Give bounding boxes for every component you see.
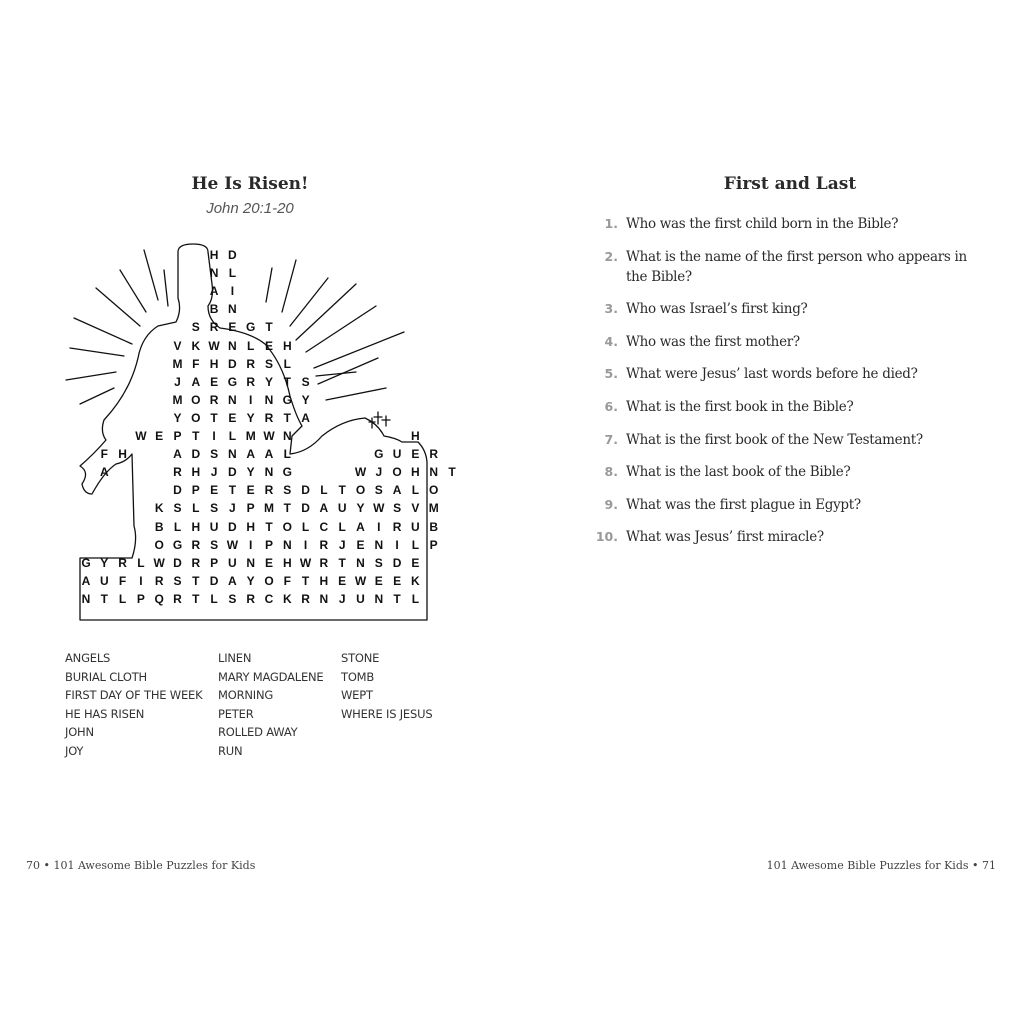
grid-letter: S xyxy=(228,591,237,606)
grid-letter: Y xyxy=(246,573,255,588)
grid-letter: W xyxy=(208,338,220,353)
question-text: What is the first book of the New Testament? xyxy=(626,431,923,448)
grid-letter: P xyxy=(136,591,145,606)
grid-letter: R xyxy=(173,465,182,480)
grid-letter: T xyxy=(283,410,291,425)
grid-letter: R xyxy=(191,537,201,552)
grid-letter: U xyxy=(99,573,109,588)
grid-letter: L xyxy=(118,591,127,606)
grid-letter: A xyxy=(173,447,182,462)
question-text: Who was the first child born in the Bible? xyxy=(626,216,899,232)
grid-letter: J xyxy=(375,465,383,480)
question-text: What is the last book of the Bible? xyxy=(626,464,851,481)
grid-letter: A xyxy=(81,573,91,588)
grid-letter: L xyxy=(338,519,346,534)
grid-letter: E xyxy=(155,429,164,443)
word-bank-item: STONE xyxy=(341,651,380,665)
question-item xyxy=(588,430,968,450)
grid-letter: H xyxy=(282,338,292,353)
question-number: 1. xyxy=(604,216,618,231)
left-page-title: He Is Risen! xyxy=(191,174,309,194)
question-number: 5. xyxy=(604,366,618,382)
grid-letter: D xyxy=(392,555,402,570)
grid-letter: R xyxy=(319,555,329,570)
grid-letter: D xyxy=(228,465,237,480)
grid-letter: O xyxy=(191,392,201,407)
grid-letter: R xyxy=(392,519,402,534)
grid-letter: L xyxy=(301,519,310,534)
grid-letter: A xyxy=(356,519,365,534)
grid-letter: E xyxy=(338,573,347,588)
grid-letter: H xyxy=(282,555,292,570)
grid-letter: W xyxy=(373,501,385,516)
grid-letter: W xyxy=(153,555,165,570)
question-text: What is the name of the first person who appears in the Bible? xyxy=(626,248,967,285)
grid-letter: T xyxy=(393,591,401,606)
grid-letter: D xyxy=(301,501,310,516)
grid-letter: Y xyxy=(264,374,273,389)
grid-letter: P xyxy=(191,483,200,498)
grid-letter: R xyxy=(209,392,219,407)
grid-letter: O xyxy=(392,465,402,480)
word-bank-item: JOHN xyxy=(65,725,94,740)
grid-letter: R xyxy=(191,555,201,570)
grid-letter: T xyxy=(301,573,310,588)
grid-letter: R xyxy=(118,555,127,570)
question-text: What was the first plague in Egypt? xyxy=(626,496,861,513)
question-item xyxy=(588,462,968,482)
grid-letter: G xyxy=(227,374,238,389)
grid-letter: T xyxy=(338,555,346,570)
word-bank-item: JOY xyxy=(65,744,84,758)
grid-letter: U xyxy=(228,555,237,570)
grid-letter: H xyxy=(209,356,219,371)
word-bank-item: MORNING xyxy=(218,688,274,703)
grid-letter: N xyxy=(228,302,237,317)
grid-letter: E xyxy=(246,483,255,498)
question-number: 7. xyxy=(604,431,618,447)
grid-letter: S xyxy=(210,537,219,552)
grid-letter: D xyxy=(228,248,237,262)
grid-letter: R xyxy=(246,374,256,389)
grid-letter: I xyxy=(249,392,253,407)
question-text: What was Jesus’ first miracle? xyxy=(626,529,824,546)
grid-letter: S xyxy=(283,483,292,498)
grid-letter: J xyxy=(174,374,181,389)
grid-letter: L xyxy=(411,537,420,552)
grid-letter: A xyxy=(319,501,329,516)
question-number: 6. xyxy=(604,398,618,414)
grid-letter: W xyxy=(263,429,275,443)
grid-letter: S xyxy=(173,501,182,516)
grid-letter: W xyxy=(354,465,367,480)
grid-letter: Q xyxy=(154,591,164,606)
grid-letter: H xyxy=(246,519,256,534)
grid-letter: E xyxy=(374,573,383,588)
right-page-title: First and Last xyxy=(723,174,857,194)
grid-letter: M xyxy=(172,392,183,407)
grid-letter: P xyxy=(173,429,182,443)
grid-letter: L xyxy=(228,266,237,281)
grid-letter: W xyxy=(135,429,147,443)
word-bank-item: RUN xyxy=(218,744,243,758)
grid-letter: Y xyxy=(100,555,109,570)
grid-letter: N xyxy=(209,266,219,281)
grid-letter: N xyxy=(264,465,274,480)
grid-letter: E xyxy=(210,483,219,498)
grid-letter: O xyxy=(191,410,201,425)
grid-letter: E xyxy=(210,374,219,389)
grid-letter: T xyxy=(283,374,291,389)
grid-letter: G xyxy=(172,537,183,552)
grid-letter: W xyxy=(226,537,239,552)
grid-letter: F xyxy=(100,447,108,462)
grid-letter: I xyxy=(249,537,253,552)
grid-letter: N xyxy=(374,537,384,552)
question-text: What were Jesus’ last words before he died? xyxy=(626,366,918,383)
question-number: 3. xyxy=(604,301,618,317)
grid-letter: M xyxy=(172,356,183,371)
grid-letter: O xyxy=(154,537,164,552)
grid-letter: E xyxy=(228,320,237,335)
grid-letter: E xyxy=(411,447,420,462)
grid-letter: N xyxy=(356,555,365,570)
grid-letter: O xyxy=(429,483,439,498)
scripture-reference: John 20:1-20 xyxy=(206,200,294,217)
grid-letter: I xyxy=(139,573,143,588)
grid-letter: S xyxy=(264,356,273,371)
grid-letter: N xyxy=(429,465,439,480)
grid-letter: L xyxy=(173,519,182,534)
grid-letter: T xyxy=(338,483,346,498)
grid-letter: R xyxy=(154,573,164,588)
grid-letter: Y xyxy=(246,465,255,480)
grid-letter: C xyxy=(264,591,274,606)
question-number: 9. xyxy=(604,496,618,512)
grid-letter: W xyxy=(299,555,312,570)
grid-letter: L xyxy=(411,591,420,606)
grid-letter: L xyxy=(247,338,255,353)
grid-letter: B xyxy=(209,302,219,317)
grid-letter: K xyxy=(191,338,201,353)
word-bank-item: LINEN xyxy=(218,651,252,665)
grid-letter: R xyxy=(301,591,310,606)
grid-letter: V xyxy=(173,338,182,353)
word-bank-item: ANGELS xyxy=(65,651,111,665)
grid-letter: H xyxy=(411,465,420,480)
grid-letter: U xyxy=(411,519,420,534)
question-item xyxy=(588,397,968,417)
grid-letter: E xyxy=(264,338,273,353)
question-item xyxy=(588,247,968,287)
word-bank-item: FIRST DAY OF THE WEEK xyxy=(65,688,203,703)
grid-letter: N xyxy=(374,591,384,606)
grid-letter: U xyxy=(392,447,402,462)
grid-letter: T xyxy=(192,429,200,443)
grid-letter: S xyxy=(374,555,383,570)
grid-letter: Y xyxy=(301,392,310,407)
grid-letter: A xyxy=(301,410,310,425)
grid-letter: L xyxy=(411,483,420,498)
grid-letter: R xyxy=(209,320,219,335)
grid-letter: M xyxy=(428,501,439,516)
grid-letter: G xyxy=(81,555,91,570)
grid-letter: S xyxy=(393,501,402,516)
grid-letter: E xyxy=(228,410,237,425)
question-text: Who was the first mother? xyxy=(626,333,800,350)
grid-letter: K xyxy=(154,501,164,516)
grid-letter: D xyxy=(173,483,182,498)
question-item xyxy=(588,299,968,319)
grid-letter: A xyxy=(209,284,219,299)
grid-letter: O xyxy=(355,483,366,498)
grid-letter: R xyxy=(264,410,274,425)
grid-letter: N xyxy=(319,591,329,606)
grid-letter: R xyxy=(429,447,439,462)
grid-letter: W xyxy=(354,573,367,588)
grid-letter: G xyxy=(374,447,384,462)
word-bank-item: WHERE IS JESUS xyxy=(341,706,433,721)
grid-letter: A xyxy=(392,483,402,498)
grid-letter: D xyxy=(228,356,237,371)
grid-letter: P xyxy=(429,537,438,552)
grid-letter: P xyxy=(264,537,273,552)
grid-letter: T xyxy=(283,501,291,516)
grid-letter: J xyxy=(338,591,346,606)
grid-letter: O xyxy=(264,573,274,588)
grid-letter: L xyxy=(283,447,291,462)
grid-letter: M xyxy=(264,501,274,516)
grid-letter: T xyxy=(192,573,200,588)
grid-letter: Y xyxy=(246,410,255,425)
grid-letter: F xyxy=(192,356,200,371)
grid-letter: S xyxy=(301,374,310,389)
grid-letter: L xyxy=(228,429,237,443)
grid-letter: N xyxy=(81,591,91,606)
grid-letter: T xyxy=(210,410,218,425)
grid-letter: L xyxy=(137,555,145,570)
grid-letter: J xyxy=(229,501,236,516)
grid-letter: T xyxy=(228,483,237,498)
grid-letter: H xyxy=(118,447,127,462)
grid-letter: I xyxy=(377,519,381,534)
grid-letter: I xyxy=(212,429,216,443)
grid-letter: K xyxy=(411,573,420,588)
grid-letter: Y xyxy=(173,410,182,425)
grid-letter: C xyxy=(319,519,329,534)
grid-letter: G xyxy=(246,320,256,335)
word-bank-item: ROLLED AWAY xyxy=(218,725,298,740)
question-number: 4. xyxy=(604,333,618,349)
grid-letter: A xyxy=(264,447,274,462)
grid-letter: E xyxy=(356,537,365,552)
grid-letter: M xyxy=(245,429,256,443)
grid-letter: E xyxy=(411,555,420,570)
grid-letter: T xyxy=(192,591,200,606)
grid-letter: L xyxy=(210,591,218,606)
grid-letter: B xyxy=(429,519,439,534)
word-bank-item: TOMB xyxy=(341,669,375,684)
grid-letter: T xyxy=(265,519,273,534)
question-item xyxy=(588,214,968,234)
grid-letter: S xyxy=(374,483,383,498)
grid-letter: H xyxy=(191,465,201,480)
grid-letter: N xyxy=(228,338,237,353)
grid-letter: R xyxy=(173,591,182,606)
grid-letter: R xyxy=(264,483,274,498)
grid-letter: U xyxy=(209,519,219,534)
grid-letter: K xyxy=(282,591,292,606)
question-text: What is the first book in the Bible? xyxy=(626,398,854,415)
grid-letter: V xyxy=(411,501,420,516)
grid-letter: R xyxy=(246,356,256,371)
word-search-puzzle xyxy=(60,240,456,630)
grid-letter: N xyxy=(228,447,237,462)
grid-letter: P xyxy=(210,555,219,570)
grid-letter: L xyxy=(320,483,328,498)
grid-letter: N xyxy=(246,555,256,570)
grid-letter: F xyxy=(283,573,291,588)
right-page-footer: 101 Awesome Bible Puzzles for Kids • 71 xyxy=(766,859,996,872)
grid-letter: A xyxy=(246,447,256,462)
word-bank-item: WEPT xyxy=(341,688,373,703)
grid-letter: H xyxy=(411,429,420,443)
grid-letter: H xyxy=(191,519,201,534)
grid-letter: D xyxy=(173,555,182,570)
grid-letter: A xyxy=(191,374,201,389)
grid-letter: D xyxy=(191,447,201,462)
word-bank-item: HE HAS RISEN xyxy=(65,706,145,721)
grid-letter: I xyxy=(303,537,308,552)
grid-letter: E xyxy=(393,573,402,588)
grid-letter: N xyxy=(264,392,274,407)
grid-letter: Y xyxy=(356,501,365,516)
question-text: Who was Israel’s first king? xyxy=(626,301,808,318)
grid-letter: N xyxy=(282,429,292,443)
left-page-footer: 70 • 101 Awesome Bible Puzzles for Kids xyxy=(26,859,256,872)
grid-letter: R xyxy=(319,537,329,552)
grid-letter: S xyxy=(210,447,219,462)
grid-letter: D xyxy=(228,519,237,534)
grid-letter: S xyxy=(173,573,182,588)
grid-letter: J xyxy=(338,537,346,552)
grid-letter: B xyxy=(154,519,164,534)
grid-letter: T xyxy=(265,320,273,335)
word-bank-item: PETER xyxy=(218,706,254,721)
question-item xyxy=(588,364,968,384)
question-item xyxy=(588,332,968,352)
grid-letter: G xyxy=(282,392,292,407)
grid-letter: D xyxy=(301,483,310,498)
question-number: 10. xyxy=(595,529,618,545)
grid-letter: U xyxy=(337,501,347,516)
grid-letter: P xyxy=(246,501,255,516)
grid-letter: A xyxy=(228,573,237,588)
grid-letter: H xyxy=(209,248,219,262)
grid-letter: G xyxy=(282,465,292,480)
grid-letter: L xyxy=(192,501,200,516)
grid-letter: U xyxy=(356,591,365,606)
grid-letter: N xyxy=(282,537,292,552)
grid-letter: J xyxy=(210,465,218,480)
question-number: 2. xyxy=(604,248,618,264)
grid-letter: F xyxy=(118,573,127,588)
grid-letter: L xyxy=(283,356,291,371)
word-bank-item: BURIAL CLOTH xyxy=(65,669,147,684)
grid-letter: I xyxy=(395,537,399,552)
question-list xyxy=(588,214,968,560)
grid-letter: E xyxy=(264,555,273,570)
question-item xyxy=(588,495,968,515)
grid-letter: D xyxy=(209,573,219,588)
grid-letter: I xyxy=(230,284,235,299)
grid-letter: A xyxy=(99,465,109,480)
grid-letter: N xyxy=(228,392,237,407)
grid-letter: T xyxy=(448,465,456,480)
word-bank-item: MARY MAGDALENE xyxy=(218,669,324,684)
grid-letter: T xyxy=(100,591,108,606)
grid-letter: S xyxy=(191,320,200,335)
grid-letter: S xyxy=(210,501,219,516)
grid-letter: O xyxy=(282,519,292,534)
question-number: 8. xyxy=(604,464,618,480)
question-item xyxy=(588,527,968,547)
grid-letter: R xyxy=(246,591,256,606)
grid-letter: H xyxy=(319,573,329,588)
